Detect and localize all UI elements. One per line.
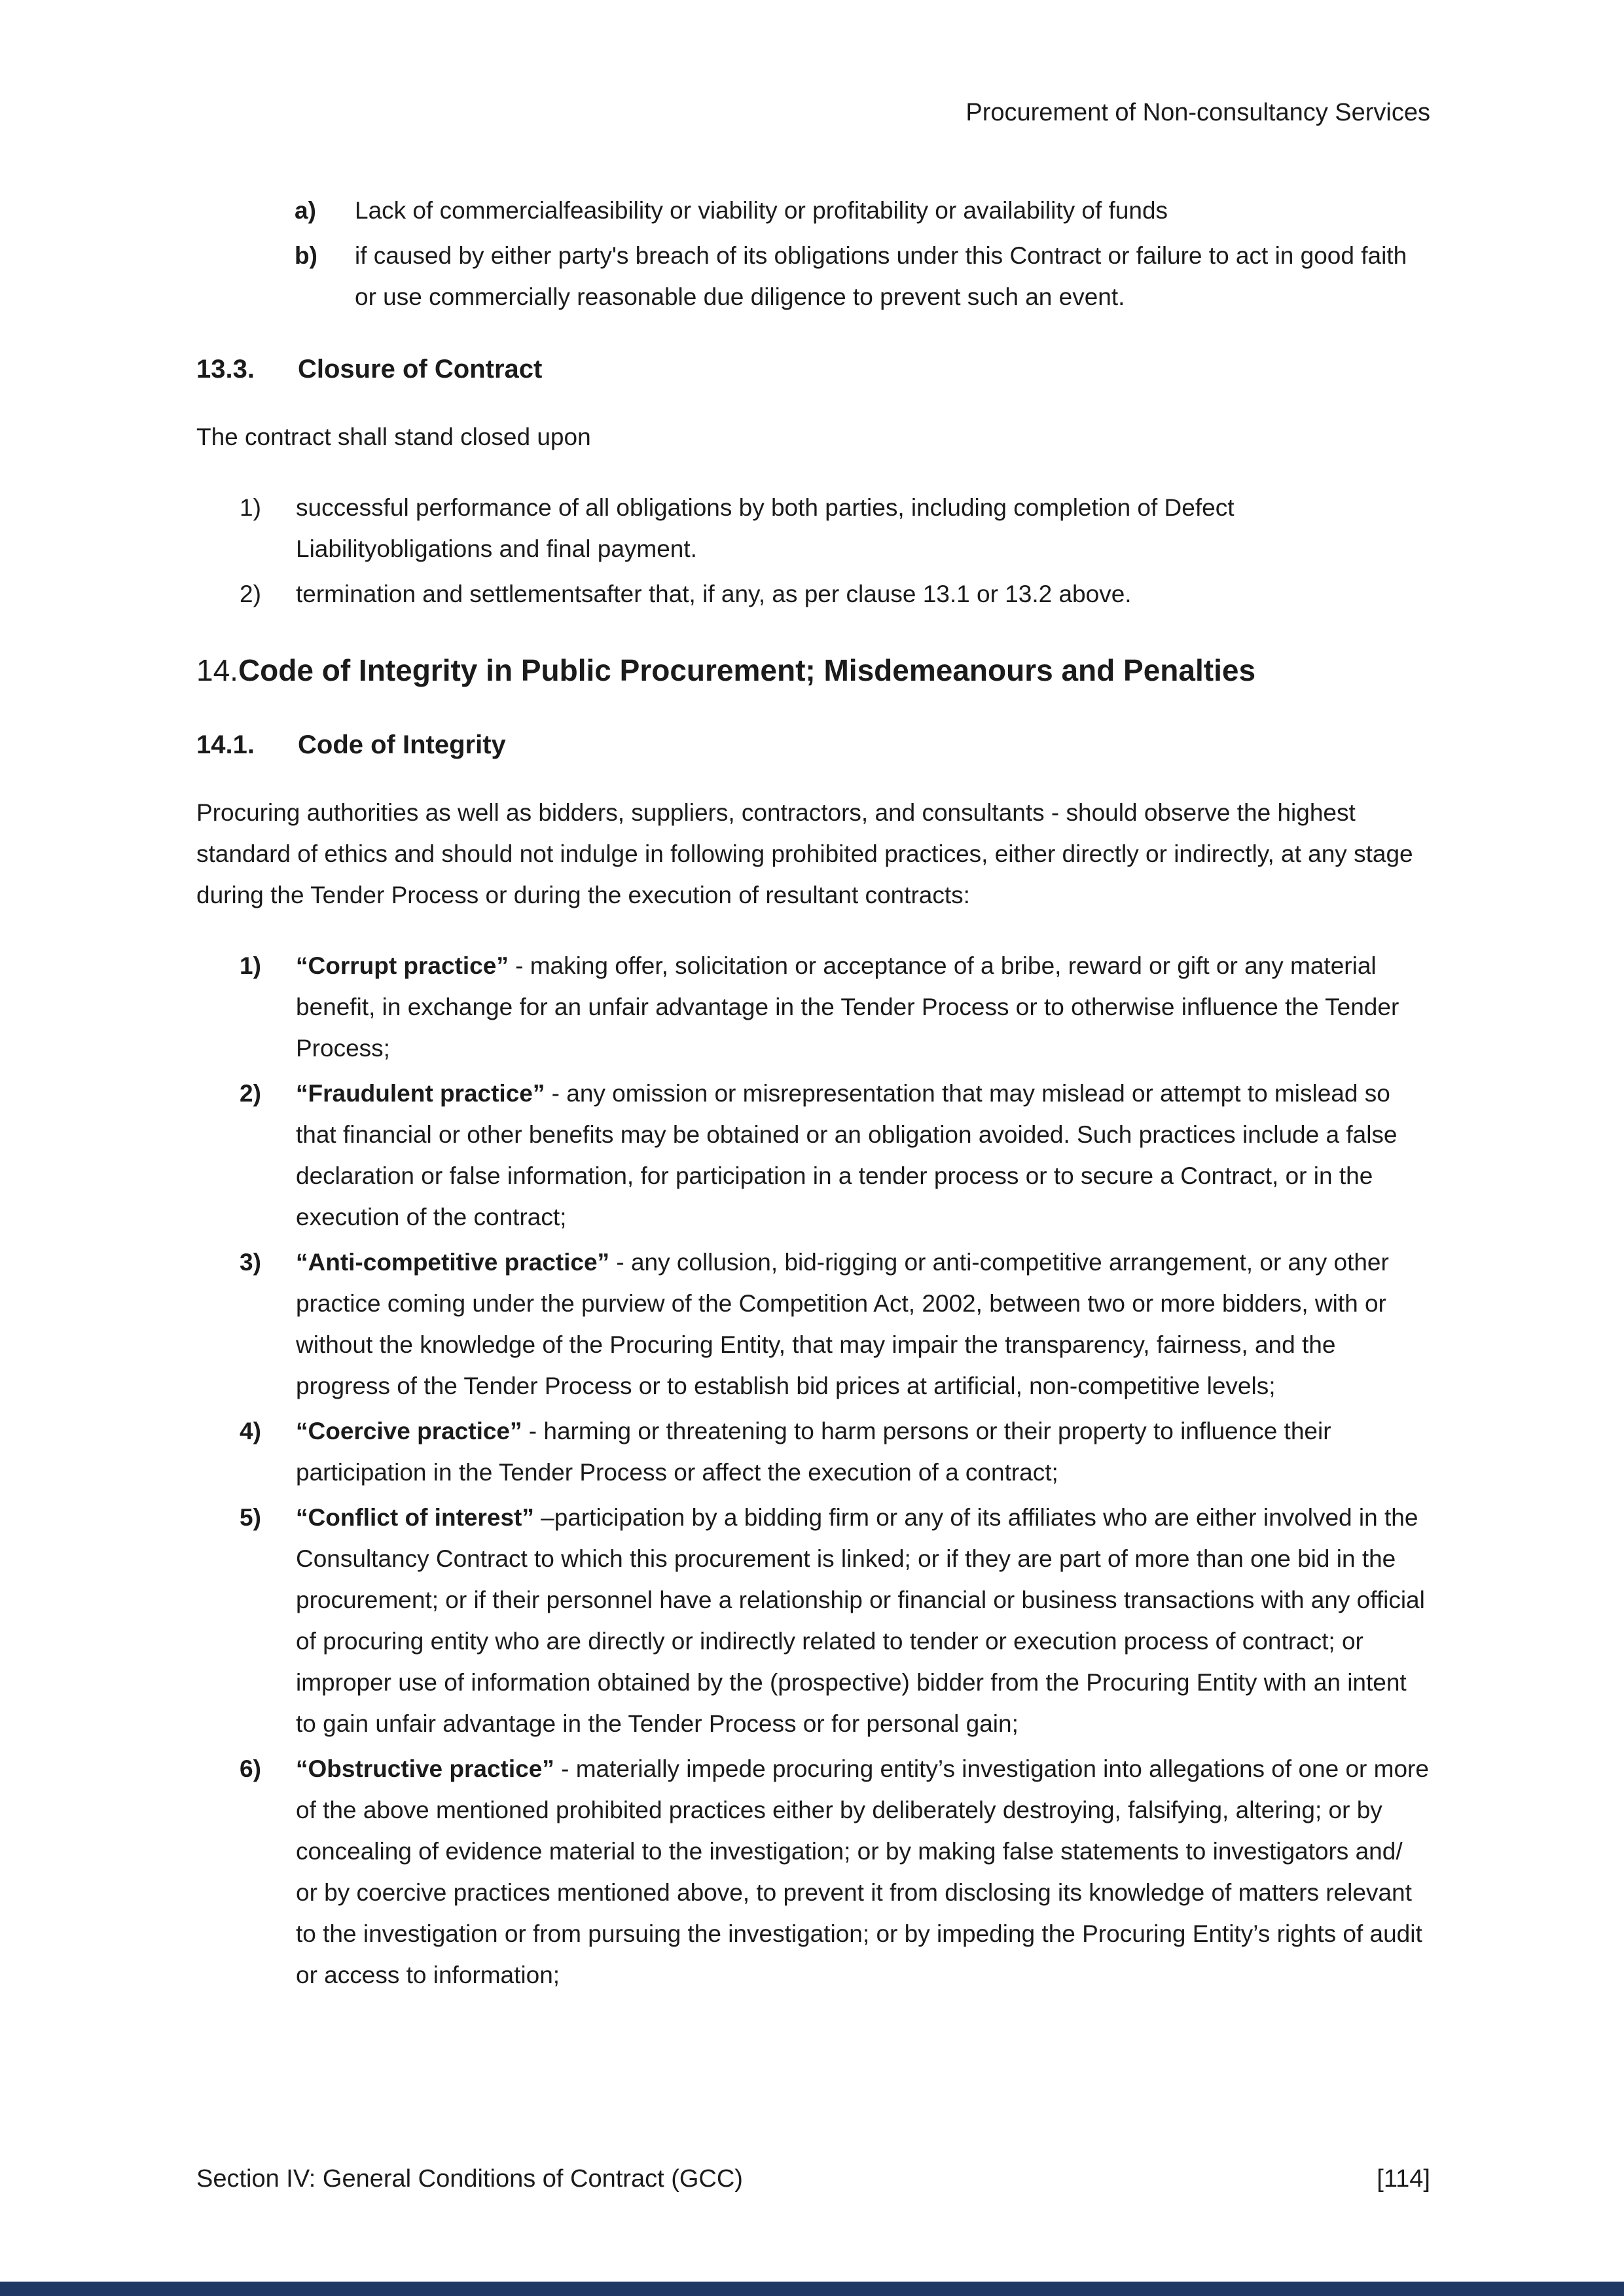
chapter-number: 14. <box>196 653 238 687</box>
list-item <box>240 1497 1430 1744</box>
list-marker: 5) <box>240 1504 261 1531</box>
section-number: 14.1. <box>196 730 255 759</box>
practice-definition: - harming or threatening to harm persons or their property to influence their participation in the Tender Process or affect the execution of a contract; <box>296 1418 1331 1486</box>
chapter-title: Code of Integrity in Public Procurement; Misdemeanours and Penalties <box>238 653 1256 687</box>
closure-intro: The contract shall stand closed upon <box>196 423 591 450</box>
list-marker: 3) <box>240 1249 261 1276</box>
page-footer <box>196 2163 1430 2195</box>
list-item-text <box>296 1748 1430 1996</box>
footer-page-number: [114] <box>1377 2165 1430 2193</box>
list-marker: 6) <box>240 1755 261 1782</box>
list-item <box>240 1242 1430 1407</box>
list-marker: 1) <box>240 952 261 979</box>
list-marker: 2) <box>240 1080 261 1107</box>
list-item-text <box>296 1410 1430 1493</box>
chapter-heading-14 <box>196 647 1430 693</box>
footer-section-label: Section IV: General Conditions of Contract (GCC) <box>196 2165 743 2193</box>
practice-definition: - making offer, solicitation or acceptance of a bribe, reward or gift or any material benefit, in exchange for an unfair advantage in the Tender Process or to otherwise influence the Tender Process; <box>296 952 1399 1062</box>
preamble-list <box>196 190 1430 317</box>
list-item <box>240 945 1430 1069</box>
list-marker: 1) <box>240 494 261 521</box>
list-item-text: termination and settlementsafter that, if any, as per clause 13.1 or 13.2 above. <box>296 581 1132 607</box>
list-item <box>240 487 1430 569</box>
list-item <box>240 573 1430 615</box>
integrity-intro: Procuring authorities as well as bidders, suppliers, contractors, and consultants - should observe the highest standard of ethics and should not indulge in following prohibited practices, either directly or indirectly, at any stage during the Tender Process or during the execution of resultant contracts: <box>196 799 1413 908</box>
section-number: 13.3. <box>196 355 255 384</box>
list-marker: 2) <box>240 581 261 607</box>
practice-definition: - materially impede procuring entity’s investigation into allegations of one or more of the above mentioned prohibited practices either by deliberately destroying, falsifying, altering; or by concealing of evidence material to the investigation; or by making false statements to investigators and/ or by coercive practices mentioned above, to prevent it from disclosing its knowledge of matters relevant to the investigation or from pursuing the investigation; or by impeding the Procuring Entity’s rights of audit or access to information; <box>296 1755 1429 1988</box>
practice-definition: - any omission or misrepresentation that may mislead or attempt to mislead so that financial or other benefits may be obtained or an obligation avoided. Such practices include a false declaration or false information, for participation in a tender process or to secure a Contract, or in the execution of the contract; <box>296 1080 1398 1230</box>
list-item <box>240 1410 1430 1493</box>
practice-term: “Corrupt practice” <box>296 952 509 979</box>
practice-term: “Coercive practice” <box>296 1418 522 1444</box>
list-item-text <box>296 945 1430 1069</box>
list-item-text: Lack of commercialfeasibility or viability or profitability or availability of funds <box>355 197 1168 224</box>
practice-definition: - any collusion, bid-rigging or anti-competitive arrangement, or any other practice coming under the purview of the Competition Act, 2002, between two or more bidders, with or without the knowledge of the Procuring Entity, that may impair the transparency, fairness, and the progress of the Tender Process or to establish bid prices at artificial, non-competitive levels; <box>296 1249 1389 1399</box>
page-header <box>196 97 1430 128</box>
page-content <box>196 190 1430 2000</box>
list-item-text: successful performance of all obligations by both parties, including completion of Defect Liabilityobligations and final payment. <box>296 494 1235 562</box>
list-item <box>240 1748 1430 1996</box>
list-item-text <box>296 1497 1430 1744</box>
list-item-text <box>296 1242 1430 1407</box>
list-item-text: if caused by either party's breach of its obligations under this Contract or failure to act in good faith or use commercially reasonable due diligence to prevent such an event. <box>355 242 1407 310</box>
bottom-accent-bar <box>0 2282 1624 2296</box>
header-title: Procurement of Non-consultancy Services <box>965 99 1430 126</box>
list-item <box>295 190 1430 231</box>
list-item <box>240 1073 1430 1238</box>
list-marker: b) <box>295 242 317 269</box>
section-title: Code of Integrity <box>298 730 506 759</box>
integrity-list <box>196 945 1430 1996</box>
list-marker: a) <box>295 197 316 224</box>
practice-definition: –participation by a bidding firm or any of its affiliates who are either involved in the Consultancy Contract to which this procurement is linked; or if they are part of more than one bid in the procurement; or if their personnel have a relationship or financial or business transactions with any official of procuring entity who are directly or indirectly related to tender or execution process of contract; or improper use of information obtained by the (prospective) bidder from the Procuring Entity with an intent to gain unfair advantage in the Tender Process or for personal gain; <box>296 1504 1425 1737</box>
practice-term: “Anti-competitive practice” <box>296 1249 610 1276</box>
section-heading-14-1 <box>196 725 1430 766</box>
practice-term: “Conflict of interest” <box>296 1504 534 1531</box>
list-item-text <box>296 1073 1430 1238</box>
section-title: Closure of Contract <box>298 355 543 384</box>
closure-list <box>196 487 1430 615</box>
practice-term: “Fraudulent practice” <box>296 1080 545 1107</box>
section-heading-13-3 <box>196 349 1430 390</box>
list-item <box>295 235 1430 317</box>
practice-term: “Obstructive practice” <box>296 1755 554 1782</box>
list-marker: 4) <box>240 1418 261 1444</box>
